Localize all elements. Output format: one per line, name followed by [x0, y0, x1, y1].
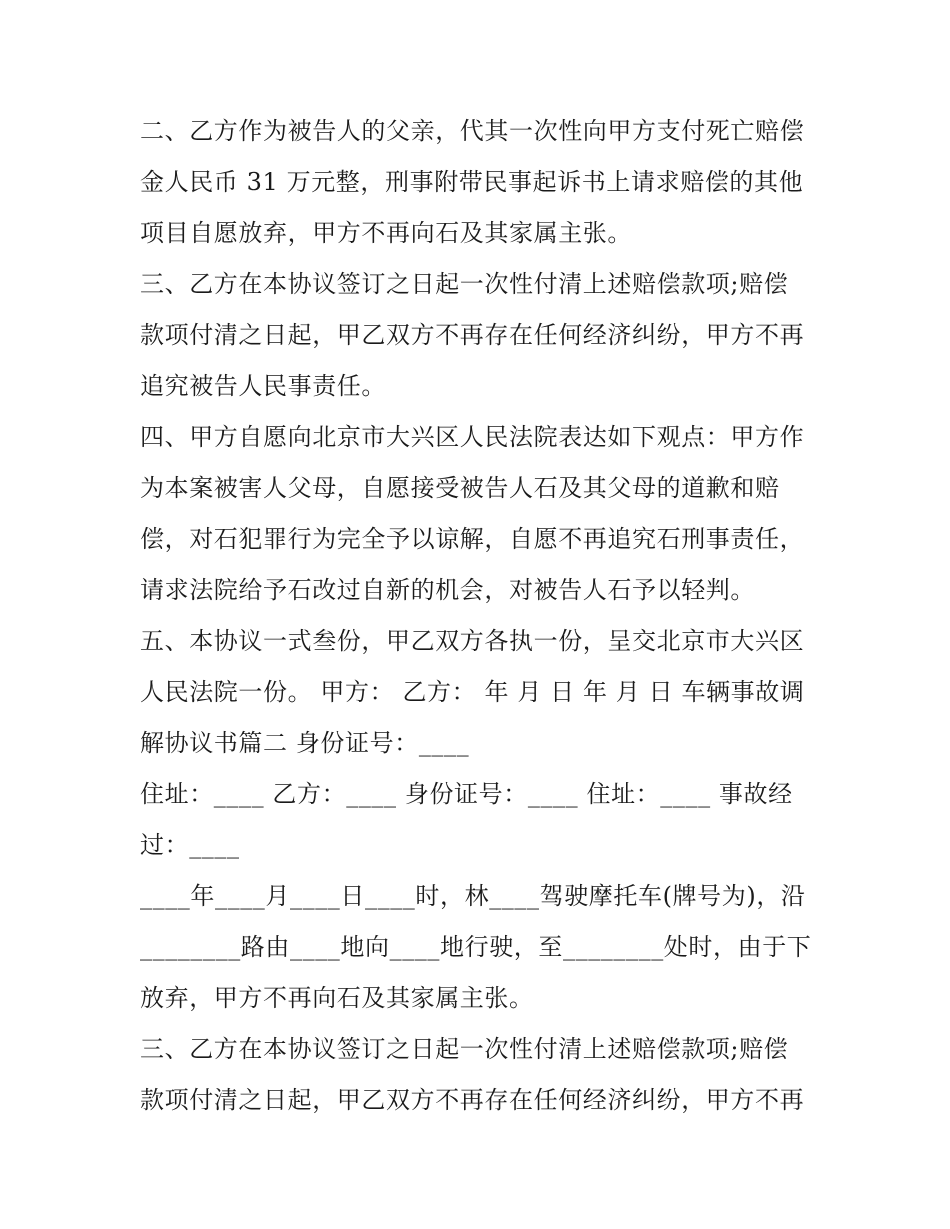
- text-line: 三、乙方在本协议签订之日起一次性付清上述赔偿款项;赔偿: [140, 1035, 789, 1063]
- document-body: [140, 106, 820, 1126]
- text-line: 住址：____ 乙方：____ 身份证号：____ 住址：____ 事故经: [140, 780, 793, 808]
- text-line: 项目自愿放弃，甲方不再向石及其家属主张。: [140, 219, 632, 247]
- text-line: 款项付清之日起，甲乙双方不再存在任何经济纠纷，甲方不再: [140, 1086, 805, 1114]
- text-line: 二、乙方作为被告人的父亲，代其一次性向甲方支付死亡赔偿: [140, 117, 805, 145]
- text-line: 金人民币 31 万元整，刑事附带民事起诉书上请求赔偿的其他: [140, 168, 804, 196]
- text-line: 解协议书篇二 身份证号：____: [140, 729, 470, 757]
- text-line: 过：____: [140, 831, 240, 859]
- text-line: 请求法院给予石改过自新的机会，对被告人石予以轻判。: [140, 576, 755, 604]
- text-line: 五、本协议一式叁份，甲乙双方各执一份，呈交北京市大兴区: [140, 627, 805, 655]
- text-line: 追究被告人民事责任。: [140, 372, 386, 400]
- text-line: 三、乙方在本协议签订之日起一次性付清上述赔偿款项;赔偿: [140, 270, 789, 298]
- text-line: 为本案被害人父母，自愿接受被告人石及其父母的道歉和赔: [140, 474, 780, 502]
- text-line: 偿，对石犯罪行为完全予以谅解，自愿不再追究石刑事责任，: [140, 525, 805, 553]
- text-line: 放弃，甲方不再向石及其家属主张。: [140, 984, 534, 1012]
- text-line: ____年____月____日____时，林____驾驶摩托车(牌号为)，沿: [140, 882, 806, 910]
- text-line: 四、甲方自愿向北京市大兴区人民法院表达如下观点：甲方作: [140, 423, 805, 451]
- text-line: ________路由____地向____地行驶，至________处时，由于下: [140, 933, 812, 961]
- text-line: 人民法院一份。 甲方： 乙方： 年 月 日 年 月 日 车辆事故调: [140, 678, 805, 706]
- text-line: 款项付清之日起，甲乙双方不再存在任何经济纠纷，甲方不再: [140, 321, 805, 349]
